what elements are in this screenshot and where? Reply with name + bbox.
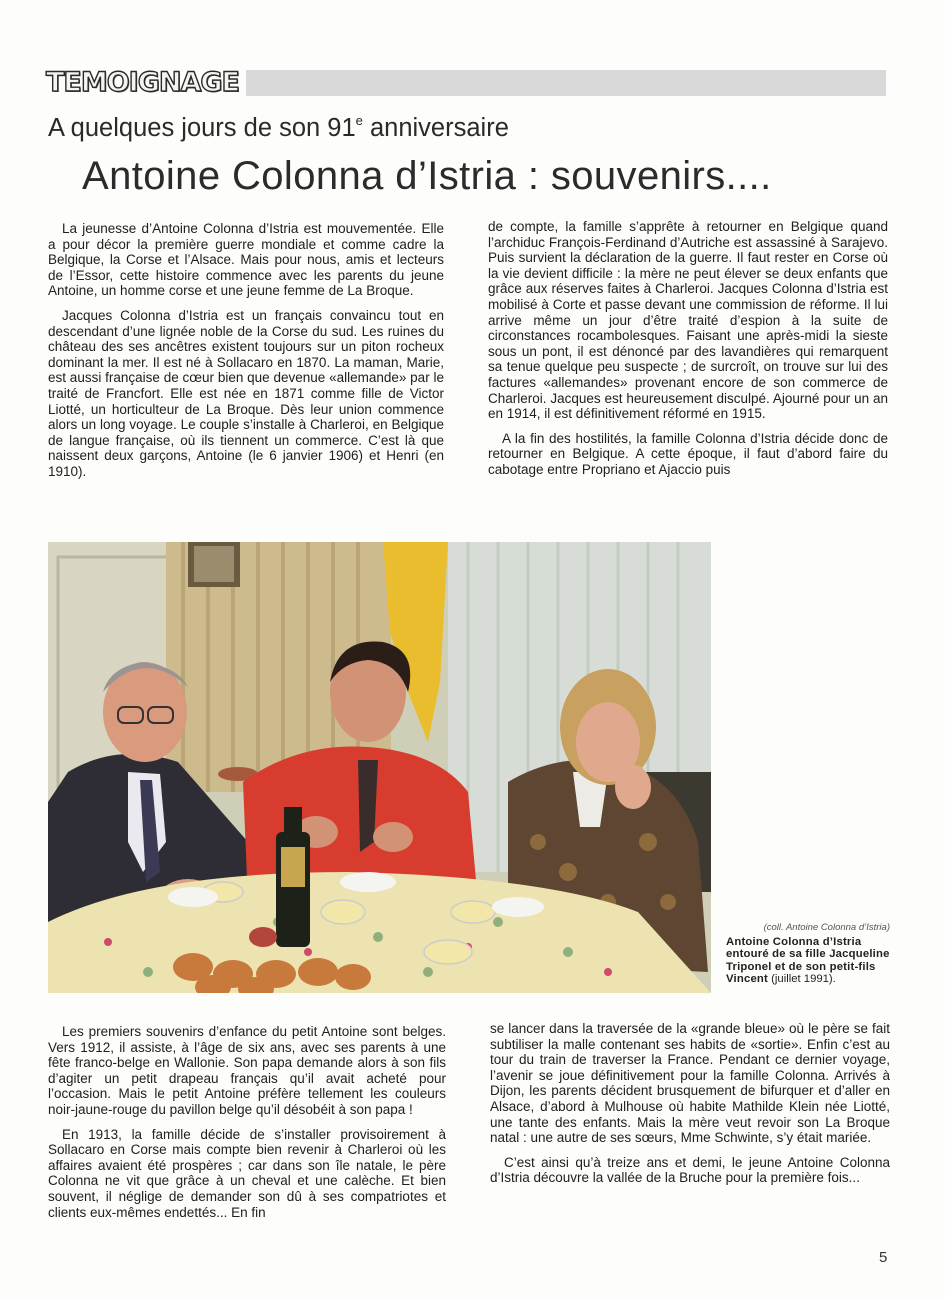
section-tag: TEMOIGNAGE <box>46 67 239 98</box>
photo-credit: (coll. Antoine Colonna d’Istria) <box>763 922 890 933</box>
column-1 <box>48 221 444 489</box>
column-2 <box>488 219 888 487</box>
paragraph: se lancer dans la traversée de la «grande bleue» où le père se fait subtiliser la malle contenant ses habits de «sortie». Enfin c’est au tour du train de traverser la France. Pendant ce dernier voyage, l’avenir se joue définitivement pour la famille Colonna. Arrivés à Dijon, les parents décident brusquement de bifurquer et d’aller en Alsace, d’abord à Mulhouse où habite Mathilde Klein née Liotté, une tante des enfants. Mais la mère veut revoir son La Broque natal : une autre de ses sœurs, Mme Schwinte, s’y était mariée. <box>490 1021 890 1146</box>
kicker-text-end: anniversaire <box>362 114 509 142</box>
headline: Antoine Colonna d’Istria : souvenirs.... <box>82 154 772 198</box>
caption-rest: (juillet 1991). <box>768 973 836 985</box>
paragraph: C’est ainsi qu’à treize ans et demi, le jeune Antoine Colonna d’Istria découvre la vallée de la Bruche pour la première fois... <box>490 1154 890 1186</box>
paragraph: En 1913, la famille décide de s’installer provisoirement à Sollacaro en Corse mais compte bien revenir à Charleroi où les affaires avaient été prospères ; car dans son île natale, le père Colonna ne vit que grâce à un cheval et une calèche. Et bien souvent, il néglige de demander son dû à ses compatriotes et clients eux-mêmes endettés... En fin <box>48 1126 446 1220</box>
photo-caption <box>726 922 890 986</box>
column-3 <box>48 1024 446 1229</box>
kicker-superscript: e <box>355 113 363 128</box>
kicker-text: A quelques jours de son 91 <box>48 114 356 142</box>
kicker <box>48 113 509 143</box>
page-number: 5 <box>879 1249 888 1266</box>
paragraph: A la fin des hostilités, la famille Colonna d’Istria décide donc de retourner en Belgique. A cette époque, il faut d’abord faire du cabotage entre Propriano et Ajaccio puis <box>488 430 888 477</box>
paragraph: de compte, la famille s’apprête à retourner en Belgique quand l’archiduc François-Ferdinand d’Autriche est assassiné à Sarajevo. Puis survient la déclaration de la guerre. Il faut rester en Corse où la vie devient difficile : la mère ne peut élever se deux enfants que grâce aux réserves faites à Charleroi. Jacques Colonna d’Istria est mobilisé à Corte et passe devant une commission de réforme. Il lui arrive même un jour d’être traité d’espion à la suite de circonstances rocambolesques. Faisant une après-midi la sieste sous un pont, il est dénoncé par des lavandières qui remarquent sa tenue quelque peu suspecte ; de surcroît, on trouve sur lui des factures «allemandes» provenant encore de son commerce de Charleroi. Jacques est heureusement disculpé. Ajourné pour un an en 1914, il est définitivement réformé en 1915. <box>488 219 888 422</box>
column-4 <box>490 1021 890 1195</box>
family-photo <box>48 542 711 993</box>
section-header <box>46 68 886 98</box>
section-bar <box>246 70 886 96</box>
paragraph: Les premiers souvenirs d’enfance du petit Antoine sont belges. Vers 1912, il assiste, à l’âge de six ans, avec ses parents à une fête franco-belge en Wallonie. Son papa demande alors à son fils d’agiter un petit drapeau français qu’il avait acheté pour l’occasion. Mais le petit Antoine préfère tellement les couleurs noir-jaune-rouge du pavillon belge qu’il désobéit à son papa ! <box>48 1024 446 1117</box>
paragraph: Jacques Colonna d’Istria est un français convaincu tout en descendant d’une lignée noble de la Corse du sud. Les ruines du château des ses ancêtres existent toujours sur un piton rocheux dominant la mer. Il est né à Sollacaro en 1870. La maman, Marie, est aussi française de cœur bien que devenue «allemande» par le traité de Francfort. Elle est née en 1871 comme fille de Victor Liotté, un horticulteur de La Broque. Dès leur union commence alors un long voyage. Le couple s’installe à Charleroi, en Belgique de langue française, où ils tiennent un commerce. C’est là que naissent deux garçons, Antoine (le 6 janvier 1906) et Henri (en 1910). <box>48 307 444 479</box>
caption-bold: Antoine Colonna d’Istria entouré de sa fille Jacqueline Triponel et de son petit-fils Vincent <box>726 935 890 985</box>
paragraph: La jeunesse d’Antoine Colonna d’Istria est mouvementée. Elle a pour décor la première guerre mondiale et comme cadre la Belgique, la Corse et l’Alsace. Mais pour nous, amis et lecteurs de l’Essor, cette histoire commence avec les parents du jeune Antoine, un homme corse et une jeune femme de La Broque. <box>48 221 444 299</box>
